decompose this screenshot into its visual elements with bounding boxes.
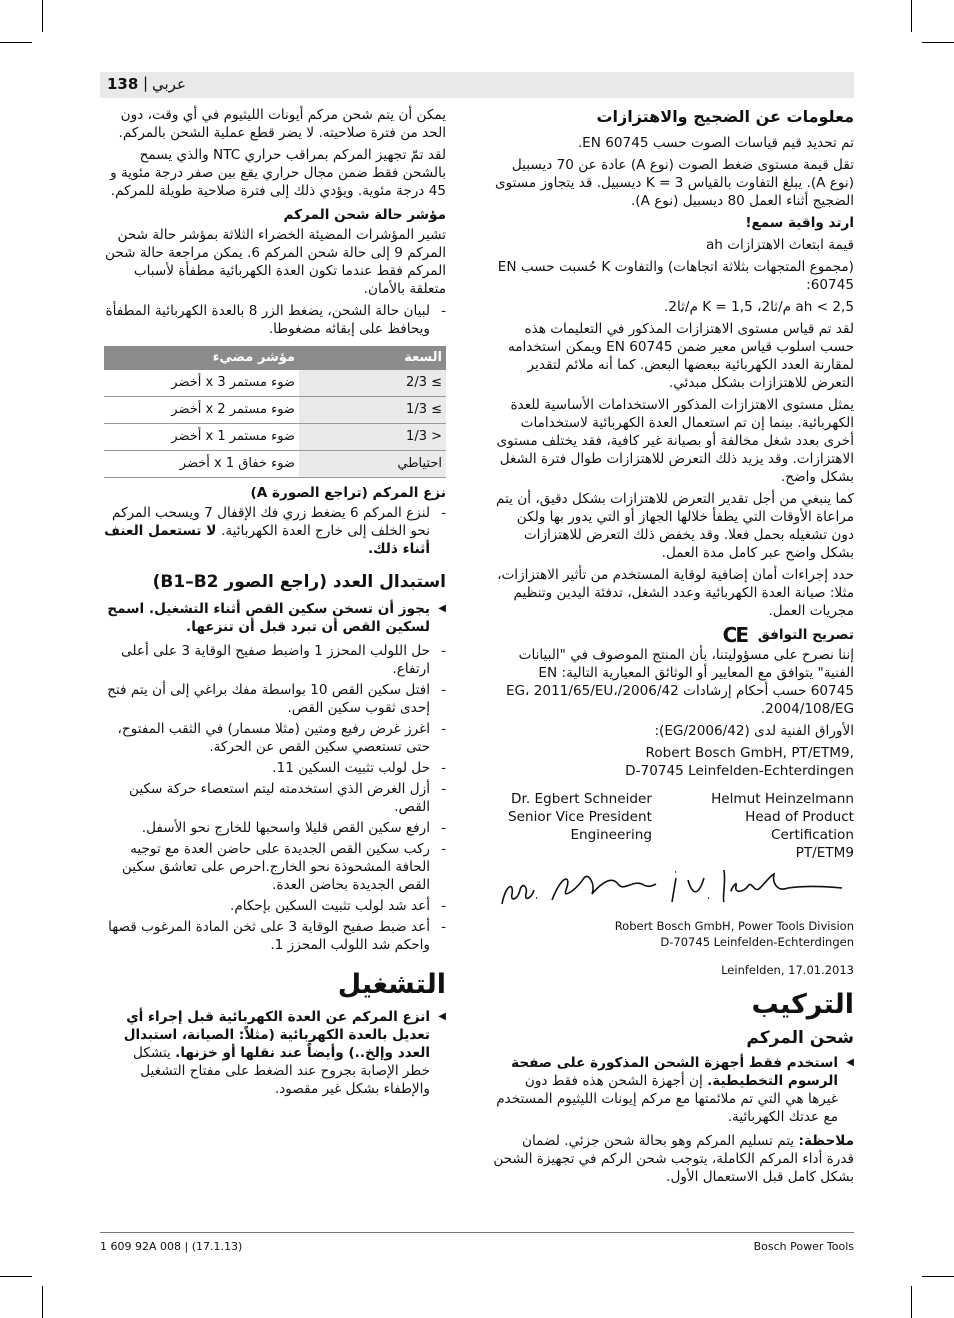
vibration-label: قيمة ابتعاث الاهتزازات ah bbox=[705, 237, 854, 253]
column-header-indicator: مؤشر مضيء bbox=[104, 346, 299, 370]
list-item: - اغرز غرض رفيع ومتين (مثلا مسمار) في الثقب المفتوح، حتى تستعصي سكين القص عن الحركة. bbox=[104, 720, 430, 756]
address-line: Robert Bosch GmbH, PT/ETM9, bbox=[645, 745, 854, 761]
signatory-role: Senior Vice President bbox=[508, 809, 652, 825]
signatory-name: Dr. Egbert Schneider bbox=[511, 791, 652, 807]
signatory-name: Helmut Heinzelmann bbox=[711, 791, 854, 807]
header-language: عربي bbox=[152, 75, 186, 93]
place-date: Leinfelden, 17.01.2013 bbox=[721, 963, 854, 977]
remove-battery-list bbox=[104, 504, 446, 558]
signatories bbox=[492, 790, 854, 860]
operation-warning-text: يتشكل خطر الإصابة بجروح عند الضغط على مفتاح التشغيل والإطفاء بشكل غير مقصود. bbox=[133, 1045, 430, 1097]
capacity-cell: < 1/3 bbox=[299, 424, 446, 451]
remove-battery-title: نزع المركم (تراجع الصورة A) bbox=[250, 485, 446, 501]
charge-indicator-title: مؤشر حالة شحن المركم bbox=[283, 207, 446, 223]
handwritten-signatures bbox=[492, 864, 854, 914]
page-number: 138 bbox=[107, 75, 139, 93]
operation-title: التشغيل bbox=[337, 969, 446, 1000]
address-line: D-70745 Leinfelden-Echterdingen bbox=[660, 935, 854, 949]
list-item: - لبيان حالة الشحن، يضغط الزر 8 بالعدة الكهربائية المطفأة ويحافظ على إبقائه مضغوطا. bbox=[104, 302, 430, 338]
signatory-role: Head of Product Certification bbox=[745, 809, 854, 843]
indicator-cell: ضوء مستمر 2 x أخضر bbox=[104, 397, 299, 424]
crop-mark bbox=[922, 42, 954, 43]
right-column bbox=[492, 106, 854, 1190]
crop-mark bbox=[911, 0, 912, 32]
list-item: - أعد ضبط صفيح الوقاية 3 على ثخن المادة المرغوب قصها واحكم شد اللولب المحزز 1. bbox=[104, 918, 430, 954]
capacity-cell: ≥ 2/3 bbox=[299, 370, 446, 397]
ntc-paragraph: لقد تمّ تجهيز المركم بمراقب حراري NTC والذي يسمح بالشحن فقط ضمن مجال حراري يقع بين صفر درجة مئوية و 45 درجة مئوية. ويؤدي ذلك إلى فترة صلاحية طويلة للمركم. bbox=[110, 147, 446, 199]
assembly-title: التركيب bbox=[751, 989, 854, 1020]
conformity-title: تصريح التوافق bbox=[757, 627, 854, 643]
noise-levels: تقل قيمة مستوى ضغط الصوت (نوع A) عادة عن 70 ديسبيل (نوع A). يبلغ التفاوت بالقياس K = 3 ديسبيل. قد يتجاوز مستوى الضجيج أثناء العمل 80 ديسبيل (نوع A). bbox=[495, 157, 854, 209]
signatory-role: PT/ETM9 bbox=[795, 845, 854, 861]
indicator-cell: ضوء خفاق 1 x أخضر bbox=[104, 451, 299, 478]
vibration-value: ah < 2,5 م/ثا2، K = 1,5 م/ثا2. bbox=[663, 299, 854, 315]
vibration-method: (مجموع المتجهات بثلاثة اتجاهات) والتفاوت K حُسبت حسب EN 60745: bbox=[497, 259, 854, 293]
manufacturer-address bbox=[492, 918, 854, 950]
address-line: Robert Bosch GmbH, Power Tools Division bbox=[614, 919, 854, 933]
signatory-role: Engineering bbox=[570, 827, 652, 843]
technical-file-label: الأوراق الفنية لدى (2006/42/EG): bbox=[654, 723, 854, 739]
blade-hot-warning: ◀ يجوز أن تسخن سكين القص أثناء التشغيل. اسمح لسكين القص أن تبرد قبل أن تنزعها. bbox=[104, 600, 446, 636]
capacity-cell: ≥ 1/3 bbox=[299, 397, 446, 424]
charge-indicator-table bbox=[104, 346, 446, 478]
conformity-text: إننا نصرح على مسؤوليتنا، بأن المنتج الموصوف في "البيانات الفنية" يتوافق مع المعايير أو الوثائق المعيارية التالية: EN 60745 حسب أحكام إرشادات 2006/42/EG، 2011/65/EU، 2004/108/EG. bbox=[505, 647, 854, 717]
charger-warning-text: إن أجهزة الشحن هذه فقط دون غيرها هي التي تم ملائمتها مع مركم إيونات الليثيوم المستخدم مع عدتك الكهربائية. bbox=[496, 1073, 838, 1125]
note bbox=[492, 1132, 854, 1186]
conformity-heading bbox=[492, 623, 854, 647]
operation-warning bbox=[104, 1008, 446, 1098]
list-item: - حل لولب تثبيت السكين 11. bbox=[104, 759, 430, 777]
crop-mark bbox=[42, 0, 43, 32]
signature-icon bbox=[492, 864, 854, 914]
list-item: - افتل سكين القص 10 بواسطة مفك براغي إلى أن يتم فتح إحدى ثقوب سكين القص. bbox=[104, 681, 430, 717]
charge-battery-title: شحن المركم bbox=[746, 1028, 854, 1048]
footer-divider bbox=[100, 1232, 854, 1233]
capacity-cell: احتياطي bbox=[299, 451, 446, 478]
page-header-bar bbox=[100, 72, 854, 98]
signatory-right bbox=[664, 790, 854, 862]
table-row bbox=[104, 424, 446, 451]
technical-file-address bbox=[492, 744, 854, 780]
crop-mark bbox=[0, 1276, 32, 1277]
crop-mark bbox=[42, 1286, 43, 1318]
table-header-row bbox=[104, 346, 446, 370]
noise-standard: تم تحديد قيم قياسات الصوت حسب EN 60745. bbox=[577, 135, 854, 151]
note-text: يتم تسليم المركم وهو بحالة شحن جزئي. لضمان قدرة أداء المركم الكاملة، يتوجب شحن الركم في تجهيزة الشحن بشكل كامل قبل الاستعمال الأول. bbox=[493, 1133, 854, 1185]
vibration-paragraph: كما ينبغي من أجل تقدير التعرض للاهتزازات بشكل دقيق، أن يتم مراعاة الأوقات التي يطفأ خلالها الجهاز أو التي يدور بها ولكن دون تشغيله بحمل فعلا. وقد يخفض ذلك التعرض للاهتزازات بشكل واضح عبر كامل مدة العمل. bbox=[496, 491, 854, 561]
left-column bbox=[104, 106, 446, 1104]
blade-steps-list bbox=[104, 642, 446, 954]
charge-paragraph: يمكن أن يتم شحن مركم أيونات الليثيوم في أي وقت، دون الحد من فترة صلاحيته. لا يضر قطع عملية الشحن بالمركم. bbox=[118, 107, 446, 141]
list-item: - أعد شد لولب تثبيت السكين بإحكام. bbox=[104, 897, 430, 915]
address-line: D-70745 Leinfelden-Echterdingen bbox=[625, 763, 854, 779]
crop-mark bbox=[911, 1286, 912, 1318]
vibration-paragraph: يمثل مستوى الاهتزازات المذكور الاستخدامات الأساسية للعدة الكهربائية. بينما إن تم استعمال العدة الكهربائية لاستخدامات أخرى بعدد شغل مخالفة أو بصيانة غير كافية، فقد يختلف مستوى الاهتزازات. وقد يزيد ذلك التعرض للاهتزازات طوال فترة الشغل بشكل واضح. bbox=[496, 397, 854, 485]
crop-mark bbox=[922, 1276, 954, 1277]
list-item: - ارفع سكين القص قليلا واسحبها للخارج نحو الأسفل. bbox=[104, 819, 430, 837]
header-separator: | bbox=[143, 74, 149, 92]
change-tool-title: استبدال العدد (راجع الصور B1–B2) bbox=[152, 572, 446, 592]
table-row bbox=[104, 370, 446, 397]
list-item: - أزل الغرض الذي استخدمته ليتم استعصاء حركة سكين القص. bbox=[104, 780, 430, 816]
indicator-list bbox=[104, 302, 446, 338]
charger-warning-bold: استخدم فقط أجهزة الشحن المذكورة على صفحة الرسوم التخطيطية. bbox=[511, 1055, 838, 1089]
footer-doc-number: 1 609 92A 008 | (17.1.13) bbox=[100, 1240, 243, 1253]
operation-warning-bold: انزع المركم عن العدة الكهربائية قبل إجراء أي تعديل بالعدة الكهربائية (مثلاً: الصيانة، استبدال العدد وإلخ..) وأيضاً عند نقلها أو خزنها. bbox=[123, 1009, 430, 1061]
table-row bbox=[104, 397, 446, 424]
vibration-paragraph: لقد تم قياس مستوى الاهتزازات المذكور في التعليمات هذه حسب اسلوب قياس معير ضمن EN 60745 ويمكن استخدامه لمقارنة العدد الكهربائية ببعضها البعض. كما أنه ملائم لتقدير التعرض للاهتزازات بشكل مبدئي. bbox=[507, 321, 854, 391]
table-row bbox=[104, 451, 446, 478]
column-header-capacity: السعة bbox=[299, 346, 446, 370]
noise-vibration-title: معلومات عن الضجيج والاهتزازات bbox=[596, 107, 854, 126]
indicator-cell: ضوء مستمر 1 x أخضر bbox=[104, 424, 299, 451]
note-label: ملاحظة: bbox=[798, 1133, 854, 1149]
vibration-paragraph: حدد إجراءات أمان إضافية لوقاية المستخدم من تأثير الاهتزازات، مثلا: صيانة العدة الكهربائية وعدد الشغل، تدفئة اليدين وتنظيم مجريات العمل. bbox=[497, 567, 854, 619]
ce-mark-icon: CE bbox=[722, 623, 748, 647]
list-item: - حل اللولب المحزز 1 واضبط صفيح الوقاية 3 على أعلى ارتفاع. bbox=[104, 642, 430, 678]
remove-step-text: لنزع المركم 6 يضغط زري فك الإقفال 7 ويسحب المركم نحو الخلف إلى خارج العدة الكهربائية. bbox=[112, 505, 430, 539]
indicator-cell: ضوء مستمر 3 x أخضر bbox=[104, 370, 299, 397]
ear-protection-warning: ارتد واقية سمع! bbox=[745, 215, 854, 231]
signatory-left bbox=[492, 790, 652, 844]
crop-mark bbox=[0, 42, 32, 43]
list-item bbox=[104, 504, 430, 558]
footer-brand: Bosch Power Tools bbox=[753, 1240, 854, 1253]
remove-step-bold: لا تستعمل العنف أثناء ذلك. bbox=[104, 523, 430, 557]
list-item: - ركب سكين القص الجديدة على حاضن العدة مع توجيه الحافة المشحوذة نحو الخارج.احرص على تعاشق سكين القص الجديدة بحاضن العدة. bbox=[104, 840, 430, 894]
charge-indicator-text: تشير المؤشرات المضيئة الخضراء الثلاثة بمؤشر حالة شحن المركم 9 إلى حالة شحن المركم 6. يمكن مراجعة حالة شحن المركم فقط عندما تكون العدة الكهربائية مطفأة لأسباب متعلقة بالأمان. bbox=[105, 227, 446, 297]
charger-warning bbox=[492, 1054, 854, 1126]
